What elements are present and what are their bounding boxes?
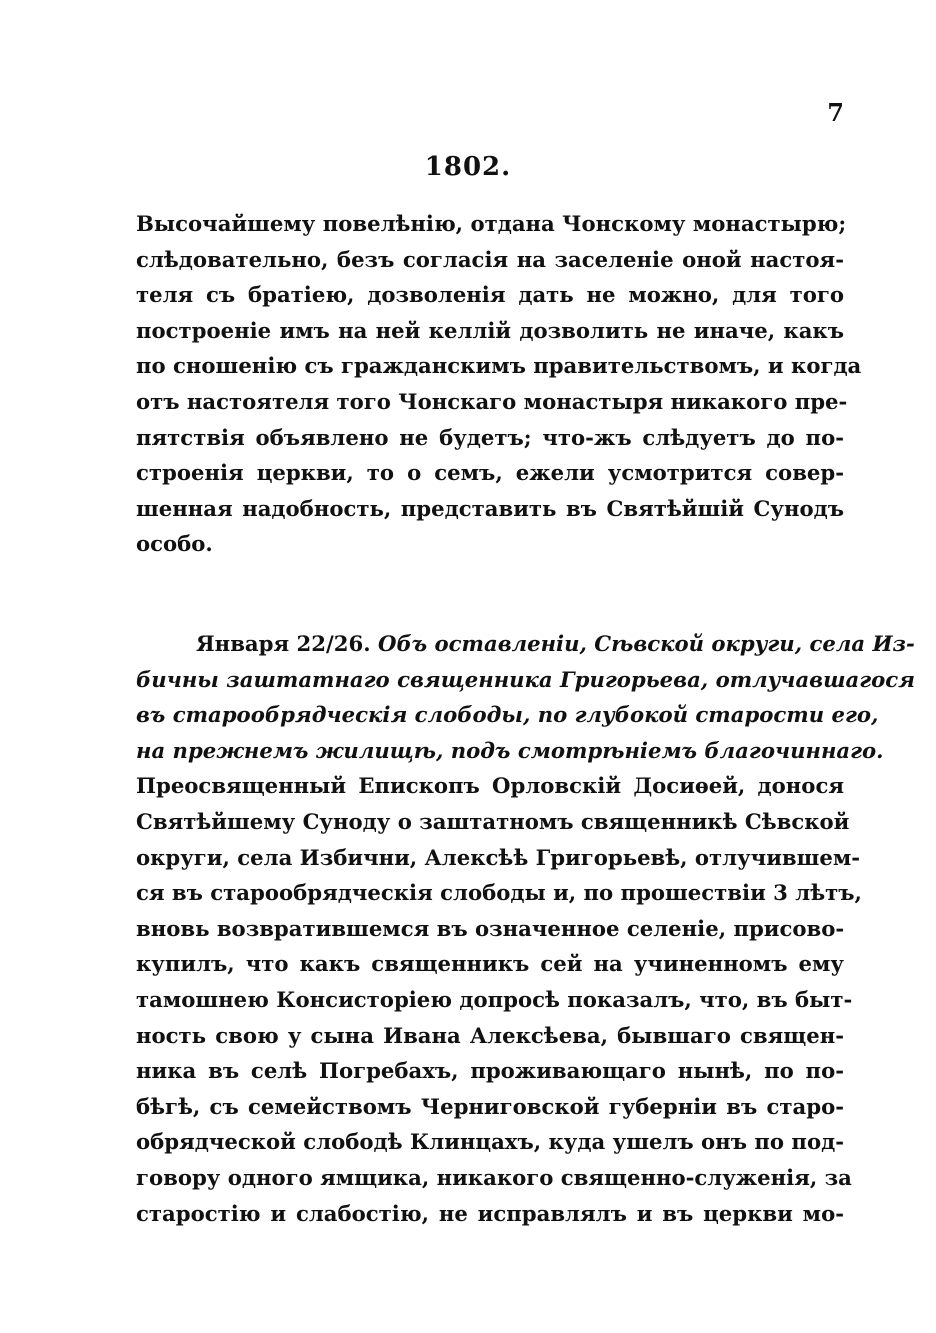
paragraph-1-line: пятствія объявлено не будетъ; что-жъ слѣдуетъ до по- [136, 424, 844, 450]
page-number: 7 [827, 98, 844, 127]
entry-body-line: говору одного ямщика, никакого священно-служенія, за [136, 1164, 852, 1190]
entry-italic-line: въ старообрядческія слободы, по глубокой старости его, [136, 702, 879, 728]
paragraph-1-line: отъ настоятеля того Чонскаго монастыря никакого пре- [136, 388, 848, 414]
paragraph-1-line: особо. [136, 531, 213, 557]
entry-body-line: тамошнею Консисторіею допросѣ показалъ, что, въ быт- [136, 986, 853, 1012]
paragraph-1-line: по сношенію съ гражданскимъ правительствомъ, и когда [136, 353, 862, 379]
entry-body-line: ность свою у сына Ивана Алексѣева, бывшаго священ- [136, 1022, 844, 1048]
paragraph-1-line: построеніе имъ на ней келлій дозволить не иначе, какъ [136, 317, 844, 343]
paragraph-2 [136, 626, 916, 1231]
entry-heading-line [136, 626, 915, 662]
entry-body-line: ника въ селѣ Погребахъ, проживающаго нынѣ, по по- [136, 1058, 844, 1084]
entry-body-line: купилъ, что какъ священникъ сей на учиненномъ ему [136, 951, 844, 977]
entry-body-line: Святѣйшему Суноду о заштатномъ священникѣ Сѣвской [136, 808, 850, 834]
paragraph-1-line: строенія церкви, то о семъ, ежели усмотрится совер- [136, 460, 844, 486]
entry-body-line: ся въ старообрядческія слободы и, по прошествіи 3 лѣтъ, [136, 880, 862, 906]
paragraph-1-line: слѣдовательно, безъ согласія на заселеніе оной настоя- [136, 246, 844, 272]
entry-body-line: вновь возвратившемся въ означенное селеніе, присово- [136, 915, 845, 941]
entry-italic-head: Объ оставленіи, Сѣвской округи, села Из- [377, 631, 915, 656]
entry-body-line: обрядческой слободѣ Клинцахъ, куда ушелъ онъ по под- [136, 1129, 844, 1155]
paragraph-1-line: шенная надобность, представить въ Святѣйшій Сунодъ [136, 495, 844, 521]
year-heading: 1802. [424, 152, 512, 182]
entry-date-fraction: 22/26. [296, 631, 371, 656]
entry-body-line: старостію и слабостію, не исправлялъ и въ церкви мо- [136, 1200, 844, 1226]
entry-body-line: Преосвященный Епископъ Орловскій Досиѳей, донося [136, 773, 844, 799]
entry-body-line: бѣгѣ, съ семействомъ Черниговской губерніи въ старо- [136, 1093, 844, 1119]
entry-italic-line: на прежнемъ жилищѣ, подъ смотрѣніемъ благочиннаго. [136, 737, 884, 763]
entry-date-label: Января [196, 631, 290, 656]
paragraph-1-line: теля съ братіею, дозволенія дать не можно, для того [136, 282, 844, 308]
entry-body-line: округи, села Избични, Алексѣѣ Григорьевѣ, отлучившем- [136, 844, 861, 870]
entry-italic-line: бичны заштатнаго священника Григорьева, отлучавшагося [136, 666, 916, 692]
paragraph-1 [136, 206, 862, 562]
paragraph-1-line: Высочайшему повелѣнію, отдана Чонскому монастырю; [136, 211, 847, 236]
